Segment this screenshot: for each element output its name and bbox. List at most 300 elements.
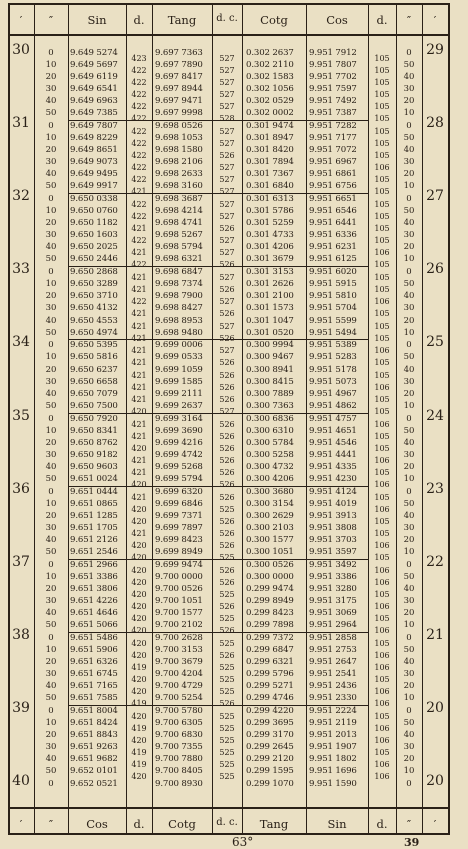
- cos-value: 9.951 2330: [309, 693, 357, 704]
- cotg-value: 0.301 9474: [246, 121, 294, 132]
- sin-diff: 420: [131, 625, 147, 635]
- tang-value: 9.700 8930: [155, 779, 203, 789]
- sin-value: 9.651 1285: [70, 510, 118, 521]
- second-label: 20: [45, 364, 57, 375]
- cotg-value: 0.300 6836: [246, 413, 294, 424]
- second-label: 40: [45, 607, 57, 618]
- cotg-value: 0.299 7898: [246, 619, 294, 630]
- tang-diff: 526: [219, 577, 235, 587]
- cos-value: 9.951 1590: [309, 779, 357, 789]
- tang-value: 9.698 5267: [155, 230, 203, 241]
- right-second-label: 20: [403, 681, 415, 691]
- sin-value: 9.651 0024: [70, 473, 118, 484]
- cotg-value: 0.301 6840: [246, 181, 294, 192]
- cotg-value: 0.299 8423: [246, 607, 294, 618]
- tang-diff: 526: [219, 492, 235, 502]
- cotg-value: 0.299 1595: [246, 766, 294, 777]
- tang-value: 9.697 9998: [155, 108, 203, 119]
- cos-diff: 105: [374, 528, 390, 538]
- tang-diff: 528: [219, 114, 235, 124]
- cos-diff: 105: [374, 187, 390, 197]
- right-second-label: 30: [403, 157, 415, 168]
- right-minute-label: 20: [426, 773, 444, 789]
- sin-value: 9.651 9263: [70, 742, 118, 753]
- cos-value: 9.951 7072: [309, 145, 357, 156]
- tang-diff: 525: [219, 674, 235, 684]
- tang-diff: 526: [219, 285, 235, 295]
- cotg-value: 0.300 8415: [246, 376, 294, 387]
- tang-diff: 525: [219, 504, 235, 514]
- right-second-label: 20: [403, 169, 415, 180]
- sin-value: 9.650 7500: [70, 400, 118, 411]
- sin-value: 9.649 6963: [70, 96, 118, 107]
- sin-value: 9.651 3386: [70, 571, 118, 582]
- tang-diff: 526: [219, 699, 235, 709]
- cotg-value: 0.300 2629: [246, 510, 294, 521]
- sin-diff: 421: [131, 309, 147, 319]
- table-bottom-rule: [8, 833, 448, 835]
- second-label: 40: [45, 242, 57, 253]
- tang-value: 9.697 8417: [155, 72, 203, 83]
- tang-diff: 527: [219, 127, 235, 137]
- tang-diff: 526: [219, 358, 235, 368]
- second-label: 30: [45, 376, 57, 387]
- cos-diff: 106: [374, 662, 390, 672]
- sin-value: 9.649 7385: [70, 108, 118, 119]
- right-second-label: 0: [406, 413, 412, 424]
- cotg-value: 0.301 1047: [246, 315, 294, 326]
- sin-diff: 419: [131, 699, 147, 709]
- cos-diff: 106: [374, 760, 390, 770]
- right-second-label: 0: [406, 486, 412, 497]
- tang-value: 9.697 7363: [155, 48, 203, 58]
- sin-diff: 423: [131, 54, 147, 63]
- tang-diff: 525: [219, 687, 235, 696]
- second-label: 20: [45, 218, 57, 229]
- cos-diff: 106: [374, 565, 390, 575]
- tang-value: 9.699 5268: [155, 461, 203, 472]
- tang-diff: 527: [219, 102, 235, 112]
- sin-diff: 420: [131, 540, 147, 550]
- right-second-label: 50: [403, 644, 415, 655]
- second-label: 40: [45, 169, 57, 180]
- cos-diff: 105: [374, 260, 390, 270]
- footer-d2-label: d.: [376, 817, 388, 831]
- footer-second2-label: ″: [406, 817, 412, 831]
- cotg-value: 0.300 7363: [246, 400, 294, 411]
- page-number: 39: [404, 836, 420, 849]
- tang-diff: 526: [219, 151, 235, 161]
- sin-value: 9.649 6119: [70, 72, 118, 83]
- cotg-value: 0.300 1051: [246, 546, 294, 557]
- cos-diff: 105: [374, 224, 390, 234]
- cos-diff: 106: [374, 687, 390, 696]
- cotg-value: 0.300 3154: [246, 498, 294, 509]
- cotg-value: 0.301 6313: [246, 194, 294, 205]
- footer-top-rule: [8, 807, 448, 809]
- sin-diff: 420: [131, 772, 147, 782]
- cotg-value: 0.300 6310: [246, 425, 294, 436]
- sin-value: 9.650 1182: [70, 218, 118, 229]
- tang-value: 9.700 1051: [155, 595, 203, 606]
- sin-value: 9.650 5816: [70, 352, 118, 363]
- sin-value: 9.649 7807: [70, 121, 118, 132]
- tang-diff: 525: [219, 736, 235, 745]
- cos-diff: 105: [374, 516, 390, 526]
- right-second-label: 40: [403, 730, 415, 740]
- sin-diff: 422: [131, 297, 147, 307]
- cos-value: 9.951 2858: [309, 632, 357, 643]
- second-label: 10: [45, 498, 57, 509]
- cos-value: 9.951 4546: [309, 437, 357, 448]
- second-label: 50: [45, 181, 57, 192]
- sin-diff: 421: [131, 358, 147, 368]
- cos-value: 9.951 5810: [309, 291, 357, 302]
- cotg-value: 0.301 0520: [246, 327, 294, 338]
- cos-diff: 105: [374, 54, 390, 63]
- tang-diff: 526: [219, 601, 235, 611]
- cos-value: 9.951 3069: [309, 607, 357, 618]
- second-label: 30: [45, 230, 57, 241]
- sin-value: 9.650 0760: [70, 206, 118, 217]
- right-second-label: 0: [406, 121, 412, 132]
- tang-value: 9.698 4214: [155, 206, 203, 217]
- right-second-label: 30: [403, 742, 415, 753]
- second-label: 40: [45, 315, 57, 326]
- tang-diff: 526: [219, 443, 235, 453]
- right-second-label: 50: [403, 133, 415, 144]
- tang-diff: 527: [219, 248, 235, 258]
- sin-value: 9.651 2966: [70, 559, 118, 570]
- cos-diff: 106: [374, 479, 390, 489]
- sin-value: 9.652 0101: [70, 766, 118, 777]
- cos-value: 9.951 2541: [309, 668, 357, 679]
- cos-value: 9.951 4862: [309, 400, 357, 411]
- right-second-label: 20: [403, 242, 415, 253]
- tang-diff: 526: [219, 431, 235, 441]
- second-label: 30: [45, 522, 57, 533]
- cos-diff: 106: [374, 625, 390, 635]
- tang-diff: 527: [219, 212, 235, 222]
- cos-value: 9.951 7387: [309, 108, 357, 119]
- right-second-label: 50: [403, 60, 415, 71]
- minute-label: 31: [12, 115, 30, 132]
- minute-label: 38: [12, 626, 30, 643]
- tang-diff: 526: [219, 455, 235, 465]
- sin-diff: 422: [131, 260, 147, 270]
- right-second-label: 30: [403, 449, 415, 460]
- tang-value: 9.699 3690: [155, 425, 203, 436]
- second-label: 20: [45, 583, 57, 594]
- right-second-label: 50: [403, 279, 415, 290]
- cotg-value: 0.301 3153: [246, 267, 294, 278]
- cotg-value: 0.299 3695: [246, 717, 294, 728]
- cos-diff: 105: [374, 394, 390, 404]
- cos-value: 9.951 5704: [309, 303, 357, 314]
- tang-diff: 525: [219, 760, 235, 770]
- cos-diff: 106: [374, 723, 390, 733]
- tang-value: 9.697 9471: [155, 96, 203, 107]
- sin-value: 9.649 8651: [70, 145, 118, 156]
- second-label: 20: [45, 291, 57, 302]
- cos-value: 9.951 3703: [309, 534, 357, 545]
- second-label: 30: [45, 449, 57, 460]
- second-label: 0: [48, 413, 54, 424]
- cotg-value: 0.299 7372: [246, 632, 294, 643]
- right-second-label: 20: [403, 315, 415, 326]
- minute-label: 37: [12, 553, 30, 570]
- sin-value: 9.650 5395: [70, 340, 118, 351]
- sin-value: 9.650 4553: [70, 315, 118, 326]
- cos-value: 9.951 6546: [309, 206, 357, 217]
- header-d2-label: d.: [376, 13, 388, 27]
- tang-value: 9.700 4204: [155, 668, 203, 679]
- tang-value: 9.698 2106: [155, 157, 203, 168]
- tang-value: 9.700 3679: [155, 656, 203, 667]
- footer-cos-label: Cos: [86, 817, 108, 831]
- tang-diff: 527: [219, 200, 235, 210]
- sin-diff: 420: [131, 479, 147, 489]
- tang-diff: 527: [219, 406, 235, 416]
- sin-value: 9.649 8229: [70, 133, 118, 144]
- tang-value: 9.698 8953: [155, 315, 203, 326]
- cos-diff: 105: [374, 90, 390, 100]
- cos-value: 9.951 5178: [309, 364, 357, 375]
- cos-diff: 106: [374, 163, 390, 173]
- right-second-label: 10: [403, 327, 415, 338]
- sin-value: 9.650 8341: [70, 425, 118, 436]
- tang-value: 9.699 1585: [155, 376, 203, 387]
- cos-diff: 105: [374, 711, 390, 721]
- group-separator: [68, 266, 368, 267]
- tang-value: 9.700 6830: [155, 730, 203, 740]
- header-tang-label: Tang: [167, 13, 197, 27]
- sin-value: 9.649 9073: [70, 157, 118, 168]
- column-rule: [448, 3, 450, 835]
- tang-value: 9.700 6305: [155, 717, 203, 728]
- group-separator: [68, 193, 368, 194]
- second-label: 40: [45, 681, 57, 691]
- tang-value: 9.699 7371: [155, 510, 203, 521]
- tang-diff: 527: [219, 175, 235, 185]
- tang-value: 9.699 1059: [155, 364, 203, 375]
- cos-diff: 105: [374, 613, 390, 623]
- cos-value: 9.951 3492: [309, 559, 357, 570]
- minute-label: 34: [12, 334, 30, 351]
- right-second-label: 0: [406, 779, 412, 789]
- tang-diff: 526: [219, 419, 235, 429]
- cos-diff: 106: [374, 297, 390, 307]
- second-label: 10: [45, 352, 57, 363]
- tang-value: 9.699 8949: [155, 546, 203, 557]
- right-second-label: 50: [403, 206, 415, 217]
- cotg-value: 0.301 2626: [246, 279, 294, 290]
- tang-value: 9.700 0000: [155, 571, 203, 582]
- cotg-value: 0.299 6847: [246, 644, 294, 655]
- cotg-value: 0.301 3679: [246, 254, 294, 265]
- minute-label: 40: [12, 773, 30, 789]
- cotg-value: 0.302 0002: [246, 108, 294, 119]
- right-second-label: 30: [403, 84, 415, 95]
- sin-value: 9.650 3289: [70, 279, 118, 290]
- sin-diff: 422: [131, 151, 147, 161]
- bottom-degree-fragment: 63°: [232, 835, 254, 849]
- sin-value: 9.651 6326: [70, 656, 118, 667]
- sin-diff: 421: [131, 333, 147, 343]
- cotg-value: 0.299 5796: [246, 668, 294, 679]
- cos-diff: 105: [374, 200, 390, 210]
- cos-diff: 105: [374, 321, 390, 331]
- header-cotg-label: Cotg: [260, 13, 288, 27]
- sin-value: 9.651 3806: [70, 583, 118, 594]
- cos-value: 9.951 2013: [309, 730, 357, 740]
- cos-value: 9.951 5494: [309, 327, 357, 338]
- minute-label: 30: [12, 42, 30, 58]
- right-second-label: 40: [403, 145, 415, 156]
- right-second-label: 20: [403, 388, 415, 399]
- right-second-label: 30: [403, 668, 415, 679]
- sin-diff: 422: [131, 102, 147, 112]
- cos-value: 9.951 4757: [309, 413, 357, 424]
- second-label: 30: [45, 595, 57, 606]
- tang-diff: 525: [219, 589, 235, 599]
- tang-diff: 525: [219, 552, 235, 562]
- cos-value: 9.951 6020: [309, 267, 357, 278]
- right-second-label: 10: [403, 108, 415, 119]
- cotg-value: 0.301 1573: [246, 303, 294, 314]
- sin-diff: 420: [131, 443, 147, 453]
- second-label: 50: [45, 400, 57, 411]
- cos-value: 9.951 6125: [309, 254, 357, 265]
- sin-value: 9.651 8424: [70, 717, 118, 728]
- cos-value: 9.951 5389: [309, 340, 357, 351]
- right-second-label: 20: [403, 461, 415, 472]
- cotg-value: 0.302 2637: [246, 48, 294, 58]
- minute-label: 36: [12, 480, 30, 497]
- sin-value: 9.650 4974: [70, 327, 118, 338]
- minute-label: 32: [12, 188, 30, 205]
- group-separator: [68, 486, 368, 487]
- cos-diff: 105: [374, 552, 390, 562]
- second-label: 50: [45, 693, 57, 704]
- second-label: 50: [45, 473, 57, 484]
- tang-diff: 527: [219, 163, 235, 173]
- second-label: 30: [45, 157, 57, 168]
- right-second-label: 20: [403, 96, 415, 107]
- cos-value: 9.951 7492: [309, 96, 357, 107]
- right-second-label: 50: [403, 717, 415, 728]
- footer-minute2-label: ′: [433, 817, 437, 831]
- tang-value: 9.700 7880: [155, 754, 203, 765]
- tang-diff: 527: [219, 66, 235, 76]
- sin-value: 9.650 2868: [70, 267, 118, 278]
- sin-value: 9.651 0865: [70, 498, 118, 509]
- header-d-label: d.: [133, 13, 145, 27]
- tang-diff: 526: [219, 540, 235, 550]
- minute-label: 39: [12, 699, 30, 716]
- sin-value: 9.651 8843: [70, 730, 118, 740]
- tang-value: 9.697 8944: [155, 84, 203, 95]
- sin-value: 9.651 7585: [70, 693, 118, 704]
- second-label: 20: [45, 437, 57, 448]
- cos-diff: 106: [374, 772, 390, 782]
- cotg-value: 0.300 3680: [246, 486, 294, 497]
- cotg-value: 0.299 1070: [246, 779, 294, 789]
- right-minute-label: 23: [426, 480, 444, 497]
- cos-value: 9.951 3597: [309, 546, 357, 557]
- cotg-value: 0.300 5784: [246, 437, 294, 448]
- second-label: 0: [48, 779, 54, 789]
- cos-value: 9.951 2436: [309, 681, 357, 691]
- sin-diff: 422: [131, 90, 147, 100]
- sin-value: 9.649 5274: [70, 48, 118, 58]
- tang-value: 9.699 0533: [155, 352, 203, 363]
- cos-value: 9.951 6231: [309, 242, 357, 253]
- sin-diff: 419: [131, 748, 147, 758]
- second-label: 20: [45, 72, 57, 83]
- sin-value: 9.651 9682: [70, 754, 118, 765]
- cos-diff: 106: [374, 455, 390, 465]
- tang-value: 9.699 2637: [155, 400, 203, 411]
- footer-d-label: d.: [133, 817, 145, 831]
- cotg-value: 0.299 4746: [246, 693, 294, 704]
- cos-value: 9.951 7807: [309, 60, 357, 71]
- second-label: 0: [48, 559, 54, 570]
- right-second-label: 10: [403, 546, 415, 557]
- cotg-value: 0.299 3170: [246, 730, 294, 740]
- sin-diff: 420: [131, 711, 147, 721]
- right-second-label: 20: [403, 607, 415, 618]
- sin-diff: 419: [131, 662, 147, 672]
- cos-value: 9.951 6336: [309, 230, 357, 241]
- cotg-value: 0.300 2103: [246, 522, 294, 533]
- cos-value: 9.951 6967: [309, 157, 357, 168]
- cos-diff: 105: [374, 309, 390, 319]
- tang-diff: 526: [219, 467, 235, 477]
- sin-diff: 421: [131, 382, 147, 392]
- cos-value: 9.951 4335: [309, 461, 357, 472]
- tang-diff: 525: [219, 638, 235, 648]
- tang-value: 9.699 9474: [155, 559, 203, 570]
- tang-diff: 526: [219, 394, 235, 404]
- sin-diff: 422: [131, 66, 147, 76]
- column-rule: [306, 3, 307, 835]
- cos-value: 9.951 1696: [309, 766, 357, 777]
- second-label: 0: [48, 340, 54, 351]
- right-second-label: 10: [403, 400, 415, 411]
- cos-diff: 105: [374, 66, 390, 76]
- right-minute-label: 27: [426, 188, 444, 205]
- cotg-value: 0.301 2100: [246, 291, 294, 302]
- right-second-label: 0: [406, 559, 412, 570]
- second-label: 40: [45, 534, 57, 545]
- tang-value: 9.700 3153: [155, 644, 203, 655]
- minute-label: 33: [12, 261, 30, 278]
- header-minute-label: ′: [19, 13, 23, 27]
- second-label: 10: [45, 60, 57, 71]
- right-second-label: 40: [403, 510, 415, 521]
- sin-diff: 421: [131, 431, 147, 441]
- sin-diff: 420: [131, 516, 147, 526]
- right-minute-label: 21: [426, 626, 444, 643]
- header-minute2-label: ′: [433, 13, 437, 27]
- cos-diff: 105: [374, 467, 390, 477]
- sin-diff: 421: [131, 528, 147, 538]
- cotg-value: 0.301 8420: [246, 145, 294, 156]
- tang-diff: 526: [219, 382, 235, 392]
- sin-diff: 420: [131, 565, 147, 575]
- second-label: 30: [45, 668, 57, 679]
